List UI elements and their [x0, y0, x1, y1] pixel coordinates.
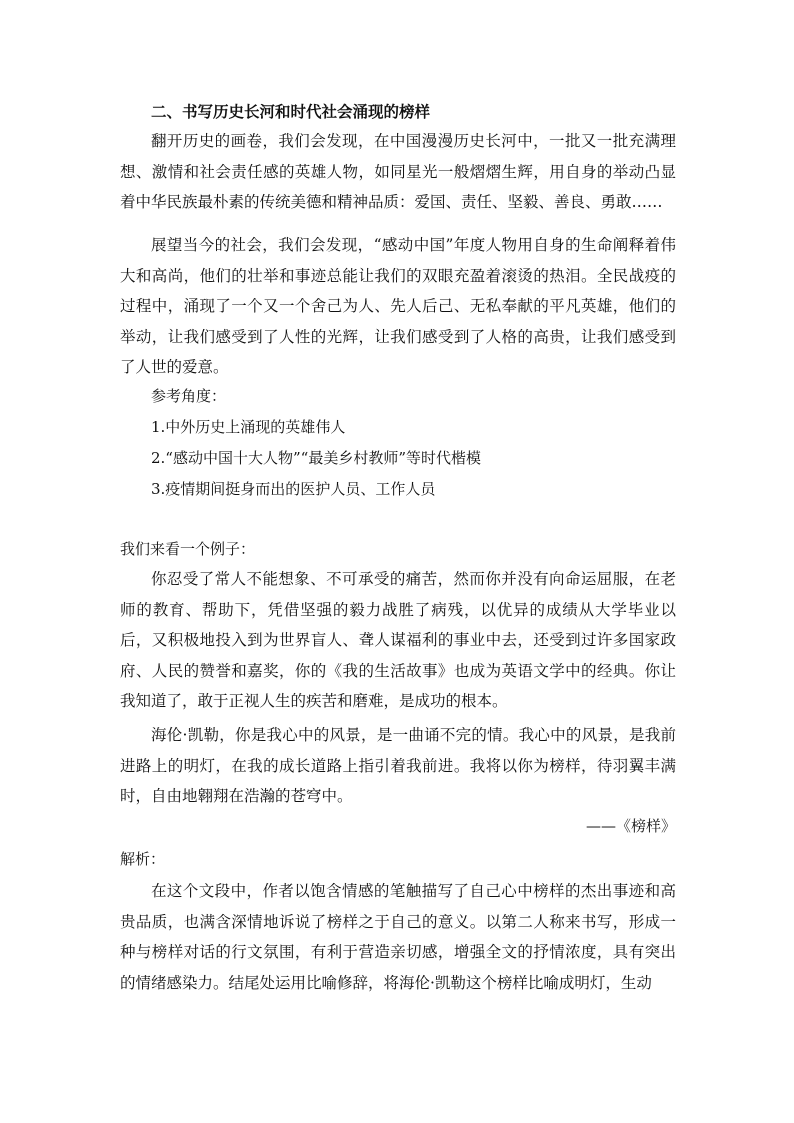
section-heading: 二、书写历史长河和时代社会涌现的榜样: [151, 102, 431, 121]
analysis-label: 解析：: [120, 850, 166, 868]
analysis-text: 在这个文段中，作者以饱含情感的笔触描写了自己心中榜样的杰出事迹和高贵品质，也满含深情地诉说了榜样之于自己的意义。以第二人称来书写，形成一种与榜样对话的行文氛围，有利于营造亲切感，增强全文的抒情浓度，具有突出的情绪感染力。结尾处运用比喻修辞，将海伦·凯勒这个榜样比喻成明灯，生动: [120, 882, 676, 992]
reference-item: 1.中外历史上涌现的英雄伟人: [151, 418, 346, 436]
example-paragraph: 海伦·凯勒，你是我心中的风景，是一曲诵不完的情。我心中的风景，是我前进路上的明灯，在我的成长道路上指引着我前进。我将以你为榜样，待羽翼丰满时，自由地翱翔在浩瀚的苍穹中。: [120, 726, 676, 805]
example-attribution: ——《榜样》: [585, 817, 676, 835]
reference-item: 3.疫情期间挺身而出的医护人员、工作人员: [151, 480, 436, 498]
reference-item: 2.“感动中国十大人物”“最美乡村教师”等时代楷模: [151, 449, 481, 467]
paragraph-today: 展望当今的社会，我们会发现，“感动中国”年度人物用自身的生命阐释着伟大和高尚，他们的壮举和事迹总能让我们的双眼充盈着滚烫的热泪。全民战疫的过程中，涌现了一个又一个舍己为人、先人后己、无私奉献的平凡英雄，他们的举动，让我们感受到了人性的光辉，让我们感受到了人格的高贵，让我们感受到了人世的爱意。: [120, 236, 676, 376]
example-intro: 我们来看一个例子：: [120, 540, 256, 558]
example-paragraph: 你忍受了常人不能想象、不可承受的痛苦，然而你并没有向命运屈服，在老师的教育、帮助下，凭借坚强的毅力战胜了病残，以优异的成绩从大学毕业以后，又积极地投入到为世界盲人、聋人谋福利的事业中去，还受到过许多国家政府、人民的赞誉和嘉奖，你的《我的生活故事》也成为英语文学中的经典。你让我知道了，敢于正视人生的疾苦和磨难，是成功的根本。: [120, 570, 676, 710]
paragraph-history: 翻开历史的画卷，我们会发现，在中国漫漫历史长河中，一批又一批充满理想、激情和社会责任感的英雄人物，如同星光一般熠熠生辉，用自身的举动凸显着中华民族最朴素的传统美德和精神品质：爱国、责任、坚毅、善良、勇敢……: [120, 132, 676, 211]
reference-title: 参考角度：: [151, 387, 227, 405]
